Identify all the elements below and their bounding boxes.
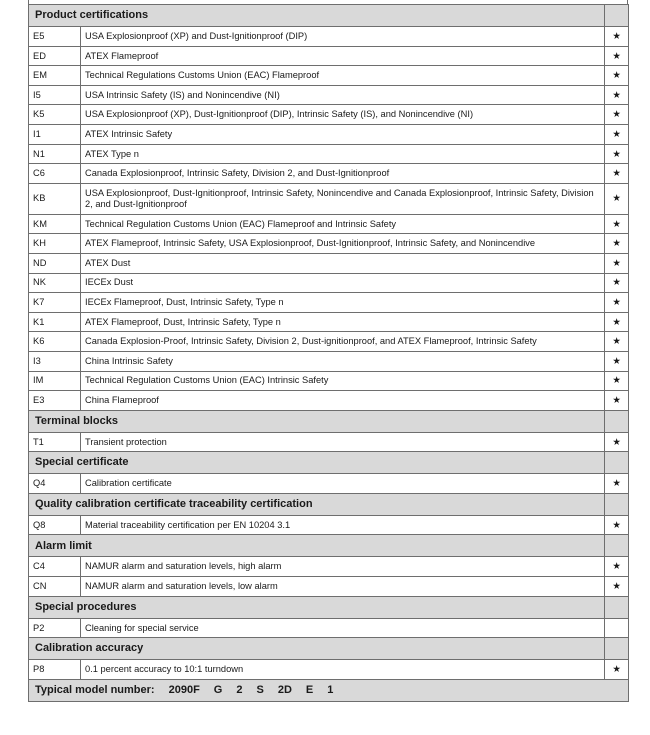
model-number-part: G <box>213 684 223 697</box>
option-row <box>29 273 629 293</box>
empty-star-cell <box>605 618 629 638</box>
option-code: KM <box>29 214 81 234</box>
model-number-part: 1 <box>327 684 334 697</box>
option-description: ATEX Flameproof, Dust, Intrinsic Safety, Type n <box>81 312 605 332</box>
model-number-part: 2D <box>277 684 292 697</box>
standard-star-icon: ★ <box>605 474 629 494</box>
standard-star-icon: ★ <box>605 124 629 144</box>
standard-star-icon: ★ <box>605 312 629 332</box>
option-row <box>29 144 629 164</box>
option-description: Canada Explosion-Proof, Intrinsic Safety, Division 2, Dust-ignitionproof, and ATEX Flameproof, Intrinsic Safety <box>81 332 605 352</box>
option-description: ATEX Intrinsic Safety <box>81 124 605 144</box>
option-description: Technical Regulation Customs Union (EAC) Flameproof and Intrinsic Safety <box>81 214 605 234</box>
option-code: P2 <box>29 618 81 638</box>
option-code: NK <box>29 273 81 293</box>
option-code: Q8 <box>29 515 81 535</box>
option-description: Technical Regulations Customs Union (EAC) Flameproof <box>81 66 605 86</box>
standard-star-icon: ★ <box>605 164 629 184</box>
option-row <box>29 105 629 125</box>
option-code: K5 <box>29 105 81 125</box>
option-code: N1 <box>29 144 81 164</box>
option-row <box>29 124 629 144</box>
section-header-blank <box>605 493 629 515</box>
standard-star-icon: ★ <box>605 105 629 125</box>
option-row <box>29 474 629 494</box>
standard-star-icon: ★ <box>605 66 629 86</box>
option-row <box>29 312 629 332</box>
option-code: E5 <box>29 27 81 47</box>
option-code: I5 <box>29 85 81 105</box>
ordering-options-table <box>28 4 629 702</box>
option-description: Canada Explosionproof, Intrinsic Safety, Division 2, and Dust-Ignitionproof <box>81 164 605 184</box>
option-description: NAMUR alarm and saturation levels, low alarm <box>81 577 605 597</box>
standard-star-icon: ★ <box>605 85 629 105</box>
model-number-part: 2 <box>236 684 243 697</box>
model-number-part: 2090F <box>168 684 200 697</box>
option-description: IECEx Dust <box>81 273 605 293</box>
option-row <box>29 391 629 411</box>
section-header-blank <box>605 452 629 474</box>
option-code: KB <box>29 183 81 214</box>
option-description: ATEX Type n <box>81 144 605 164</box>
section-header-row <box>29 493 629 515</box>
section-title: Alarm limit <box>29 535 605 557</box>
option-row <box>29 214 629 234</box>
option-code: ND <box>29 253 81 273</box>
model-number-cell <box>29 679 629 701</box>
section-title: Special procedures <box>29 596 605 618</box>
standard-star-icon: ★ <box>605 214 629 234</box>
option-description: IECEx Flameproof, Dust, Intrinsic Safety, Type n <box>81 293 605 313</box>
option-code: C6 <box>29 164 81 184</box>
option-row <box>29 432 629 452</box>
option-description: USA Explosionproof, Dust-Ignitionproof, Intrinsic Safety, Nonincendive and Canada Explosionproof, Intrinsic Safety, Division 2, and Dust-Ignitionproof <box>81 183 605 214</box>
option-row <box>29 515 629 535</box>
option-row <box>29 27 629 47</box>
standard-star-icon: ★ <box>605 234 629 254</box>
option-code: C4 <box>29 557 81 577</box>
standard-star-icon: ★ <box>605 351 629 371</box>
option-description: ATEX Flameproof, Intrinsic Safety, USA Explosionproof, Dust-Ignitionproof, Intrinsic Safety, and Nonincendive <box>81 234 605 254</box>
option-row <box>29 183 629 214</box>
standard-star-icon: ★ <box>605 183 629 214</box>
option-row <box>29 46 629 66</box>
section-header-blank <box>605 638 629 660</box>
option-code: EM <box>29 66 81 86</box>
section-title: Terminal blocks <box>29 410 605 432</box>
option-description: 0.1 percent accuracy to 10:1 turndown <box>81 660 605 680</box>
option-row <box>29 253 629 273</box>
option-row <box>29 332 629 352</box>
option-description: Calibration certificate <box>81 474 605 494</box>
option-description: USA Explosionproof (XP) and Dust-Ignitionproof (DIP) <box>81 27 605 47</box>
option-row <box>29 618 629 638</box>
option-row <box>29 66 629 86</box>
standard-star-icon: ★ <box>605 27 629 47</box>
option-row <box>29 234 629 254</box>
option-code: I1 <box>29 124 81 144</box>
option-description: ATEX Flameproof <box>81 46 605 66</box>
section-title: Special certificate <box>29 452 605 474</box>
section-header-row <box>29 5 629 27</box>
standard-star-icon: ★ <box>605 515 629 535</box>
option-code: E3 <box>29 391 81 411</box>
option-row <box>29 660 629 680</box>
standard-star-icon: ★ <box>605 577 629 597</box>
option-code: I3 <box>29 351 81 371</box>
standard-star-icon: ★ <box>605 293 629 313</box>
option-code: IM <box>29 371 81 391</box>
section-header-row <box>29 452 629 474</box>
option-code: ED <box>29 46 81 66</box>
option-code: T1 <box>29 432 81 452</box>
section-title: Quality calibration certificate traceability certification <box>29 493 605 515</box>
option-code: K1 <box>29 312 81 332</box>
standard-star-icon: ★ <box>605 660 629 680</box>
option-code: K6 <box>29 332 81 352</box>
standard-star-icon: ★ <box>605 371 629 391</box>
option-row <box>29 577 629 597</box>
model-number-row <box>29 679 629 701</box>
option-row <box>29 371 629 391</box>
section-title: Product certifications <box>29 5 605 27</box>
option-row <box>29 164 629 184</box>
model-number-label: Typical model number: <box>35 684 155 697</box>
option-code: Q4 <box>29 474 81 494</box>
section-header-blank <box>605 535 629 557</box>
option-description: Transient protection <box>81 432 605 452</box>
option-row <box>29 85 629 105</box>
section-header-row <box>29 410 629 432</box>
option-description: China Intrinsic Safety <box>81 351 605 371</box>
standard-star-icon: ★ <box>605 391 629 411</box>
option-code: P8 <box>29 660 81 680</box>
option-code: KH <box>29 234 81 254</box>
section-header-blank <box>605 596 629 618</box>
section-header-row <box>29 596 629 618</box>
option-description: Technical Regulation Customs Union (EAC) Intrinsic Safety <box>81 371 605 391</box>
option-description: ATEX Dust <box>81 253 605 273</box>
option-row <box>29 557 629 577</box>
option-row <box>29 293 629 313</box>
option-code: CN <box>29 577 81 597</box>
option-description: China Flameproof <box>81 391 605 411</box>
section-header-blank <box>605 5 629 27</box>
option-description: USA Explosionproof (XP), Dust-Ignitionproof (DIP), Intrinsic Safety (IS), and Nonincendive (NI) <box>81 105 605 125</box>
option-row <box>29 351 629 371</box>
section-header-row <box>29 638 629 660</box>
model-number-part: S <box>256 684 264 697</box>
section-title: Calibration accuracy <box>29 638 605 660</box>
standard-star-icon: ★ <box>605 46 629 66</box>
option-description: Material traceability certification per EN 10204 3.1 <box>81 515 605 535</box>
option-description: Cleaning for special service <box>81 618 605 638</box>
section-header-row <box>29 535 629 557</box>
model-number-part: E <box>305 684 314 697</box>
standard-star-icon: ★ <box>605 432 629 452</box>
standard-star-icon: ★ <box>605 273 629 293</box>
option-description: USA Intrinsic Safety (IS) and Nonincendive (NI) <box>81 85 605 105</box>
standard-star-icon: ★ <box>605 557 629 577</box>
standard-star-icon: ★ <box>605 332 629 352</box>
standard-star-icon: ★ <box>605 144 629 164</box>
option-description: NAMUR alarm and saturation levels, high alarm <box>81 557 605 577</box>
standard-star-icon: ★ <box>605 253 629 273</box>
option-code: K7 <box>29 293 81 313</box>
section-header-blank <box>605 410 629 432</box>
